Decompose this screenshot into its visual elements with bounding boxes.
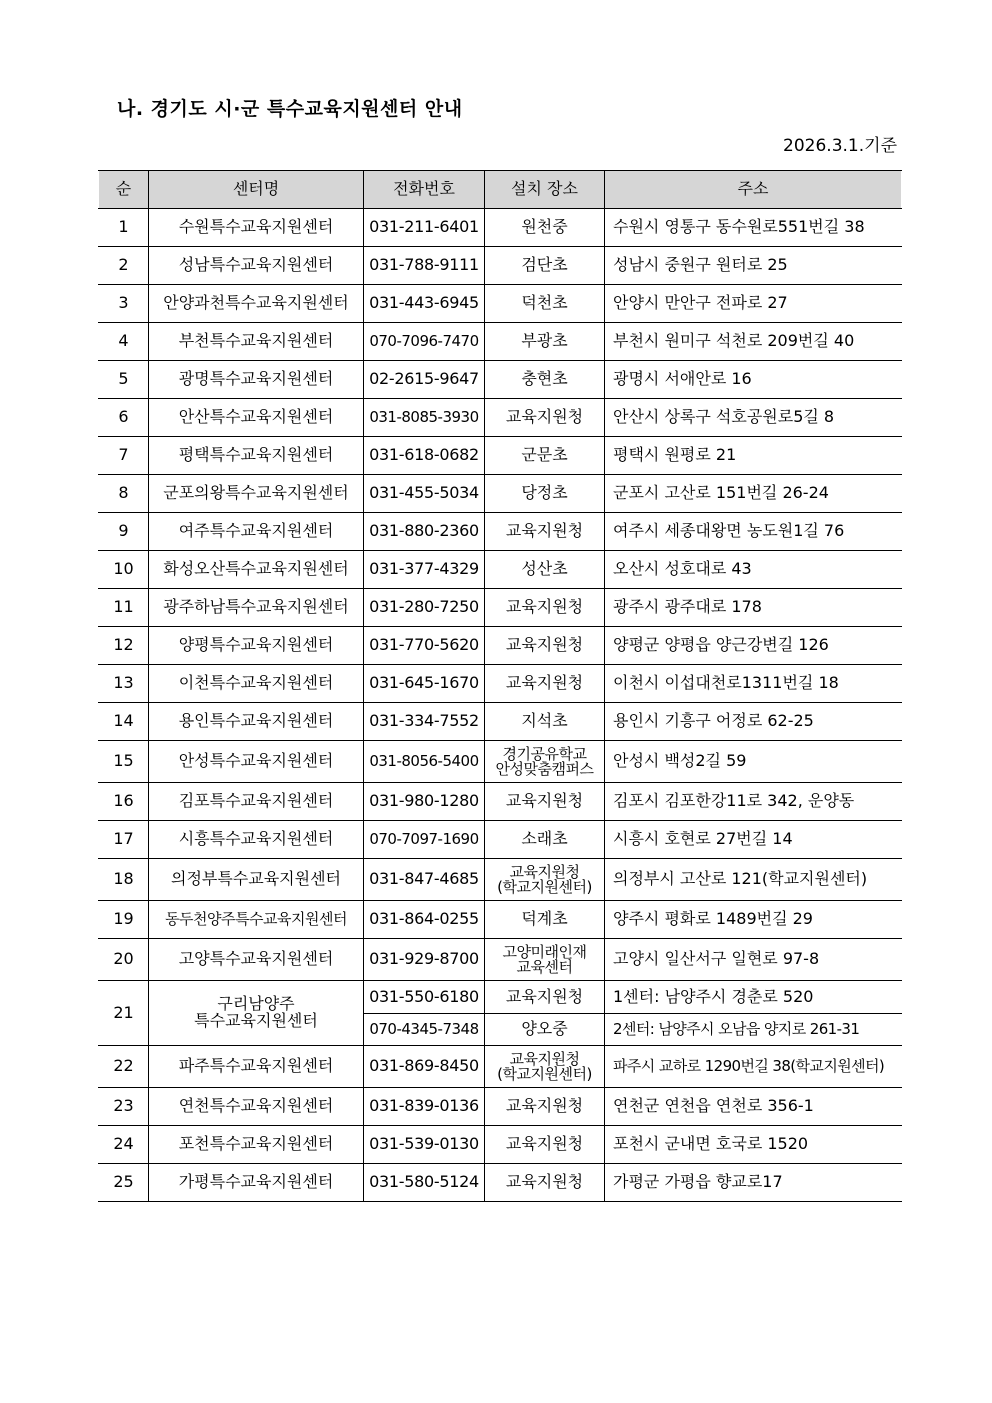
- address: 오산시 성호대로 43: [605, 551, 902, 589]
- table-row: [99, 513, 902, 551]
- phone-number: 031-377-4329: [364, 551, 485, 589]
- row-number: 15: [99, 741, 149, 783]
- center-table: [98, 170, 902, 1202]
- address: 수원시 영통구 동수원로551번길 38: [605, 209, 902, 247]
- center-name: 안양과천특수교육지원센터: [149, 285, 364, 323]
- table-row: [99, 901, 902, 939]
- address: 평택시 원평로 21: [605, 437, 902, 475]
- install-location: 교육지원청: [485, 627, 605, 665]
- center-name: 용인특수교육지원센터: [149, 703, 364, 741]
- center-name: 파주특수교육지원센터: [149, 1046, 364, 1088]
- center-name: 수원특수교육지원센터: [149, 209, 364, 247]
- phone-number: 031-334-7552: [364, 703, 485, 741]
- phone-number: 031-869-8450: [364, 1046, 485, 1088]
- install-location: [485, 1046, 605, 1088]
- install-location: 지석초: [485, 703, 605, 741]
- phone-number: 031-770-5620: [364, 627, 485, 665]
- address: 안양시 만안구 전파로 27: [605, 285, 902, 323]
- install-location: 교육지원청: [485, 1164, 605, 1202]
- address: 연천군 연천읍 연천로 356-1: [605, 1088, 902, 1126]
- install-location: 충현초: [485, 361, 605, 399]
- install-location: 교육지원청: [485, 1088, 605, 1126]
- table-row: [99, 627, 902, 665]
- row-number: 17: [99, 821, 149, 859]
- row-number: 16: [99, 783, 149, 821]
- center-name: 김포특수교육지원센터: [149, 783, 364, 821]
- table-body: [99, 209, 902, 1202]
- phone-number: 070-7096-7470: [364, 323, 485, 361]
- table-row: [99, 1046, 902, 1088]
- table-row: [99, 247, 902, 285]
- table-row: [99, 939, 902, 981]
- center-name: 성남특수교육지원센터: [149, 247, 364, 285]
- location-line-2: (학교지원센터): [497, 877, 592, 896]
- phone-number: 031-929-8700: [364, 939, 485, 981]
- center-name: 이천특수교육지원센터: [149, 665, 364, 703]
- address: 용인시 기흥구 어정로 62-25: [605, 703, 902, 741]
- location-line-1: 경기공유학교: [502, 744, 587, 763]
- phone-number: 031-847-4685: [364, 859, 485, 901]
- center-name: 시흥특수교육지원센터: [149, 821, 364, 859]
- row-number: 23: [99, 1088, 149, 1126]
- row-number: 10: [99, 551, 149, 589]
- center-name: 광명특수교육지원센터: [149, 361, 364, 399]
- phone-number: 070-7097-1690: [364, 821, 485, 859]
- address: 2센터: 남양주시 오남읍 양지로 261-31: [605, 1014, 902, 1046]
- address: 고양시 일산서구 일현로 97-8: [605, 939, 902, 981]
- center-name: 안산특수교육지원센터: [149, 399, 364, 437]
- row-number: 11: [99, 589, 149, 627]
- row-number: 18: [99, 859, 149, 901]
- header-no: 순: [99, 171, 149, 209]
- table-row: [99, 361, 902, 399]
- phone-number: 031-580-5124: [364, 1164, 485, 1202]
- install-location: 교육지원청: [485, 399, 605, 437]
- install-location: 교육지원청: [485, 783, 605, 821]
- location-line-2: 교육센터: [516, 957, 573, 976]
- center-name: 여주특수교육지원센터: [149, 513, 364, 551]
- row-number: 2: [99, 247, 149, 285]
- center-name: 군포의왕특수교육지원센터: [149, 475, 364, 513]
- row-number: 9: [99, 513, 149, 551]
- install-location: 교육지원청: [485, 513, 605, 551]
- location-line-1: 교육지원청: [509, 862, 580, 881]
- install-location: [485, 859, 605, 901]
- table-row: [99, 551, 902, 589]
- row-number: 13: [99, 665, 149, 703]
- install-location: 소래초: [485, 821, 605, 859]
- center-name: 광주하남특수교육지원센터: [149, 589, 364, 627]
- phone-number: 031-788-9111: [364, 247, 485, 285]
- table-row: [99, 323, 902, 361]
- document-title: 나. 경기도 시·군 특수교육지원센터 안내: [117, 98, 463, 120]
- center-name-line-2: 특수교육지원센터: [194, 1011, 318, 1030]
- row-number: 1: [99, 209, 149, 247]
- address: 광명시 서애안로 16: [605, 361, 902, 399]
- row-number: 14: [99, 703, 149, 741]
- table-row: [99, 1126, 902, 1164]
- address: 의정부시 고산로 121(학교지원센터): [605, 859, 902, 901]
- table-row: [99, 437, 902, 475]
- address: 시흥시 호현로 27번길 14: [605, 821, 902, 859]
- center-name: 안성특수교육지원센터: [149, 741, 364, 783]
- location-line-1: 교육지원청: [509, 1049, 580, 1068]
- address: 양주시 평화로 1489번길 29: [605, 901, 902, 939]
- address: 여주시 세종대왕면 농도원1길 76: [605, 513, 902, 551]
- install-location: 교육지원청: [485, 665, 605, 703]
- install-location: [485, 939, 605, 981]
- phone-number: 031-980-1280: [364, 783, 485, 821]
- row-number: 19: [99, 901, 149, 939]
- center-name-line-1: 구리남양주: [217, 994, 295, 1014]
- phone-number: 031-645-1670: [364, 665, 485, 703]
- address: 이천시 이섭대천로1311번길 18: [605, 665, 902, 703]
- table-row: [99, 589, 902, 627]
- phone-number: 031-455-5034: [364, 475, 485, 513]
- address: 부천시 원미구 석천로 209번길 40: [605, 323, 902, 361]
- address: 안산시 상록구 석호공원로5길 8: [605, 399, 902, 437]
- install-location: 덕계초: [485, 901, 605, 939]
- address: 광주시 광주대로 178: [605, 589, 902, 627]
- row-number: 24: [99, 1126, 149, 1164]
- center-name: 가평특수교육지원센터: [149, 1164, 364, 1202]
- address: 파주시 교하로 1290번길 38(학교지원센터): [605, 1046, 902, 1088]
- table-row: [99, 1164, 902, 1202]
- table-row: [99, 399, 902, 437]
- install-location: [485, 741, 605, 783]
- row-number: 25: [99, 1164, 149, 1202]
- table-row: [99, 783, 902, 821]
- location-line-2: (학교지원센터): [497, 1064, 592, 1083]
- header-tel: 전화번호: [364, 171, 485, 209]
- row-number: 3: [99, 285, 149, 323]
- header-name: 센터명: [149, 171, 364, 209]
- row-number: 8: [99, 475, 149, 513]
- table-row: [99, 285, 902, 323]
- table-row: [99, 981, 902, 1014]
- center-name: 동두천양주특수교육지원센터: [149, 901, 364, 939]
- table-row: [99, 821, 902, 859]
- table-row: [99, 1088, 902, 1126]
- row-number: 7: [99, 437, 149, 475]
- row-number: 20: [99, 939, 149, 981]
- install-location: 당정초: [485, 475, 605, 513]
- install-location: 군문초: [485, 437, 605, 475]
- phone-number: 031-839-0136: [364, 1088, 485, 1126]
- table-row: [99, 209, 902, 247]
- install-location: 교육지원청: [485, 981, 605, 1014]
- address: 군포시 고산로 151번길 26-24: [605, 475, 902, 513]
- install-location: 성산초: [485, 551, 605, 589]
- center-name: 평택특수교육지원센터: [149, 437, 364, 475]
- install-location: 원천중: [485, 209, 605, 247]
- address: 안성시 백성2길 59: [605, 741, 902, 783]
- center-name: 포천특수교육지원센터: [149, 1126, 364, 1164]
- table-row: [99, 859, 902, 901]
- center-name: [149, 981, 364, 1046]
- center-name: 부천특수교육지원센터: [149, 323, 364, 361]
- install-location: 검단초: [485, 247, 605, 285]
- address: 김포시 김포한강11로 342, 운양동: [605, 783, 902, 821]
- table-row: [99, 703, 902, 741]
- install-location: 양오중: [485, 1014, 605, 1046]
- reference-date: 2026.3.1.기준: [783, 136, 897, 156]
- install-location: 덕천초: [485, 285, 605, 323]
- row-number: 5: [99, 361, 149, 399]
- phone-number: 031-618-0682: [364, 437, 485, 475]
- location-line-2: 안성맞춤캠퍼스: [495, 759, 594, 778]
- phone-number: 031-211-6401: [364, 209, 485, 247]
- location-line-1: 고양미래인재: [502, 942, 587, 961]
- table-row: [99, 665, 902, 703]
- phone-number: 070-4345-7348: [364, 1014, 485, 1046]
- row-number: 6: [99, 399, 149, 437]
- row-number: 4: [99, 323, 149, 361]
- phone-number: 031-880-2360: [364, 513, 485, 551]
- address: 포천시 군내면 호국로 1520: [605, 1126, 902, 1164]
- phone-number: 031-550-6180: [364, 981, 485, 1014]
- address: 성남시 중원구 원터로 25: [605, 247, 902, 285]
- phone-number: 031-864-0255: [364, 901, 485, 939]
- install-location: 부광초: [485, 323, 605, 361]
- phone-number: 031-539-0130: [364, 1126, 485, 1164]
- table-row: [99, 475, 902, 513]
- install-location: 교육지원청: [485, 1126, 605, 1164]
- center-name: 고양특수교육지원센터: [149, 939, 364, 981]
- header-address: 주소: [605, 171, 902, 209]
- phone-number: 031-280-7250: [364, 589, 485, 627]
- center-name: 화성오산특수교육지원센터: [149, 551, 364, 589]
- phone-number: 031-8056-5400: [364, 741, 485, 783]
- row-number: 22: [99, 1046, 149, 1088]
- phone-number: 031-8085-3930: [364, 399, 485, 437]
- row-number: 12: [99, 627, 149, 665]
- center-name: 양평특수교육지원센터: [149, 627, 364, 665]
- address: 1센터: 남양주시 경춘로 520: [605, 981, 902, 1014]
- row-number: 21: [99, 981, 149, 1046]
- table-row: [99, 741, 902, 783]
- phone-number: 031-443-6945: [364, 285, 485, 323]
- phone-number: 02-2615-9647: [364, 361, 485, 399]
- header-location: 설치 장소: [485, 171, 605, 209]
- table-header-row: [99, 171, 902, 209]
- address: 양평군 양평읍 양근강변길 126: [605, 627, 902, 665]
- address: 가평군 가평읍 향교로17: [605, 1164, 902, 1202]
- install-location: 교육지원청: [485, 589, 605, 627]
- center-name: 연천특수교육지원센터: [149, 1088, 364, 1126]
- center-name: 의정부특수교육지원센터: [149, 859, 364, 901]
